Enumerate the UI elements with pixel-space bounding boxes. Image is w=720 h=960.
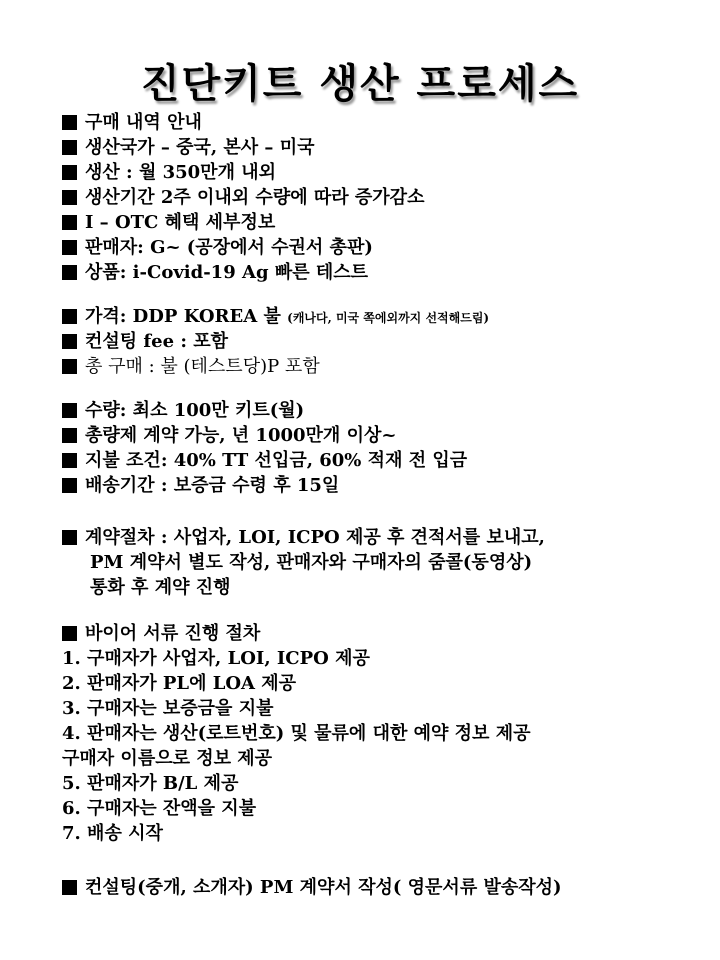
item-text: 컨설팅 fee : 포함 — [85, 331, 229, 352]
square-bullet-icon — [62, 478, 77, 493]
bullet-item — [62, 112, 202, 134]
bullet-item — [62, 262, 368, 284]
square-bullet-icon — [62, 334, 77, 349]
item-text: 계약절차 : 사업자, LOI, ICPO 제공 후 견적서를 보내고, — [85, 527, 545, 548]
square-bullet-icon — [62, 165, 77, 180]
bullet-item — [62, 623, 260, 645]
step-item: 7. 배송 시작 — [62, 823, 163, 844]
step-item: 6. 구매자는 잔액을 지불 — [62, 798, 257, 819]
square-bullet-icon — [62, 403, 77, 418]
bullet-item — [62, 356, 320, 378]
item-text: 총량제 계약 가능, 년 1000만개 이상~ — [85, 425, 397, 446]
item-text: 생산국가 – 중국, 본사 – 미국 — [85, 137, 315, 158]
bullet-item — [62, 162, 276, 184]
step-item: 2. 판매자가 PL에 LOA 제공 — [62, 673, 297, 694]
item-text: 판매자: G~ (공장에서 수권서 총판) — [85, 237, 373, 258]
item-text: 생산 : 월 350만개 내외 — [85, 162, 276, 183]
square-bullet-icon — [62, 115, 77, 130]
bullet-item — [62, 450, 467, 472]
square-bullet-icon — [62, 359, 77, 374]
square-bullet-icon — [62, 626, 77, 641]
item-text: 바이어 서류 진행 절차 — [85, 623, 261, 644]
square-bullet-icon — [62, 530, 77, 545]
item-text: 구매 내역 안내 — [85, 112, 202, 133]
square-bullet-icon — [62, 190, 77, 205]
bullet-item — [62, 425, 396, 447]
step-item: 1. 구매자가 사업자, LOI, ICPO 제공 — [62, 648, 370, 669]
step-item: 4. 판매자는 생산(로트번호) 및 물류에 대한 예약 정보 제공 — [62, 723, 531, 744]
item-text: 생산기간 2주 이내외 수량에 따라 증가감소 — [85, 187, 425, 208]
bullet-item — [62, 527, 545, 549]
square-bullet-icon — [62, 880, 77, 895]
square-bullet-icon — [62, 428, 77, 443]
bullet-item — [62, 306, 489, 329]
continuation-line: 통화 후 계약 진행 — [90, 577, 231, 598]
bullet-item — [62, 237, 373, 259]
bullet-item — [62, 187, 424, 209]
bullet-item — [62, 475, 339, 497]
bullet-item — [62, 400, 304, 422]
bullet-item — [62, 331, 228, 353]
item-text: 총 구매 : 불 (테스트당)P 포함 — [85, 356, 320, 377]
item-text: I – OTC 혜택 세부정보 — [85, 212, 276, 233]
item-text: 배송기간 : 보증금 수령 후 15일 — [85, 475, 340, 496]
square-bullet-icon — [62, 453, 77, 468]
square-bullet-icon — [62, 240, 77, 255]
page-title: 진단키트 생산 프로세스 — [140, 61, 580, 107]
bullet-item — [62, 212, 275, 234]
step-item: 5. 판매자가 B/L 제공 — [62, 773, 239, 794]
item-text: 상품: i-Covid-19 Ag 빠른 테스트 — [85, 262, 369, 283]
item-text: 수량: 최소 100만 키트(월) — [85, 400, 305, 421]
step-item: 구매자 이름으로 정보 제공 — [62, 748, 273, 769]
item-text: 지불 조건: 40% TT 선입금, 60% 적재 전 입금 — [85, 450, 468, 471]
square-bullet-icon — [62, 215, 77, 230]
item-text: 컨설팅(중개, 소개자) PM 계약서 작성( 영문서류 발송작성) — [85, 877, 562, 898]
square-bullet-icon — [62, 309, 77, 324]
square-bullet-icon — [62, 265, 77, 280]
bullet-item — [62, 877, 562, 899]
continuation-line: PM 계약서 별도 작성, 판매자와 구매자의 줌콜(동영상) — [90, 552, 533, 573]
step-item: 3. 구매자는 보증금을 지불 — [62, 698, 274, 719]
square-bullet-icon — [62, 140, 77, 155]
bullet-item — [62, 137, 314, 159]
item-note: (캐나다, 미국 쪽에외까지 선적해드림) — [287, 311, 490, 325]
item-text: 가격: DDP KOREA 불 — [85, 306, 281, 327]
